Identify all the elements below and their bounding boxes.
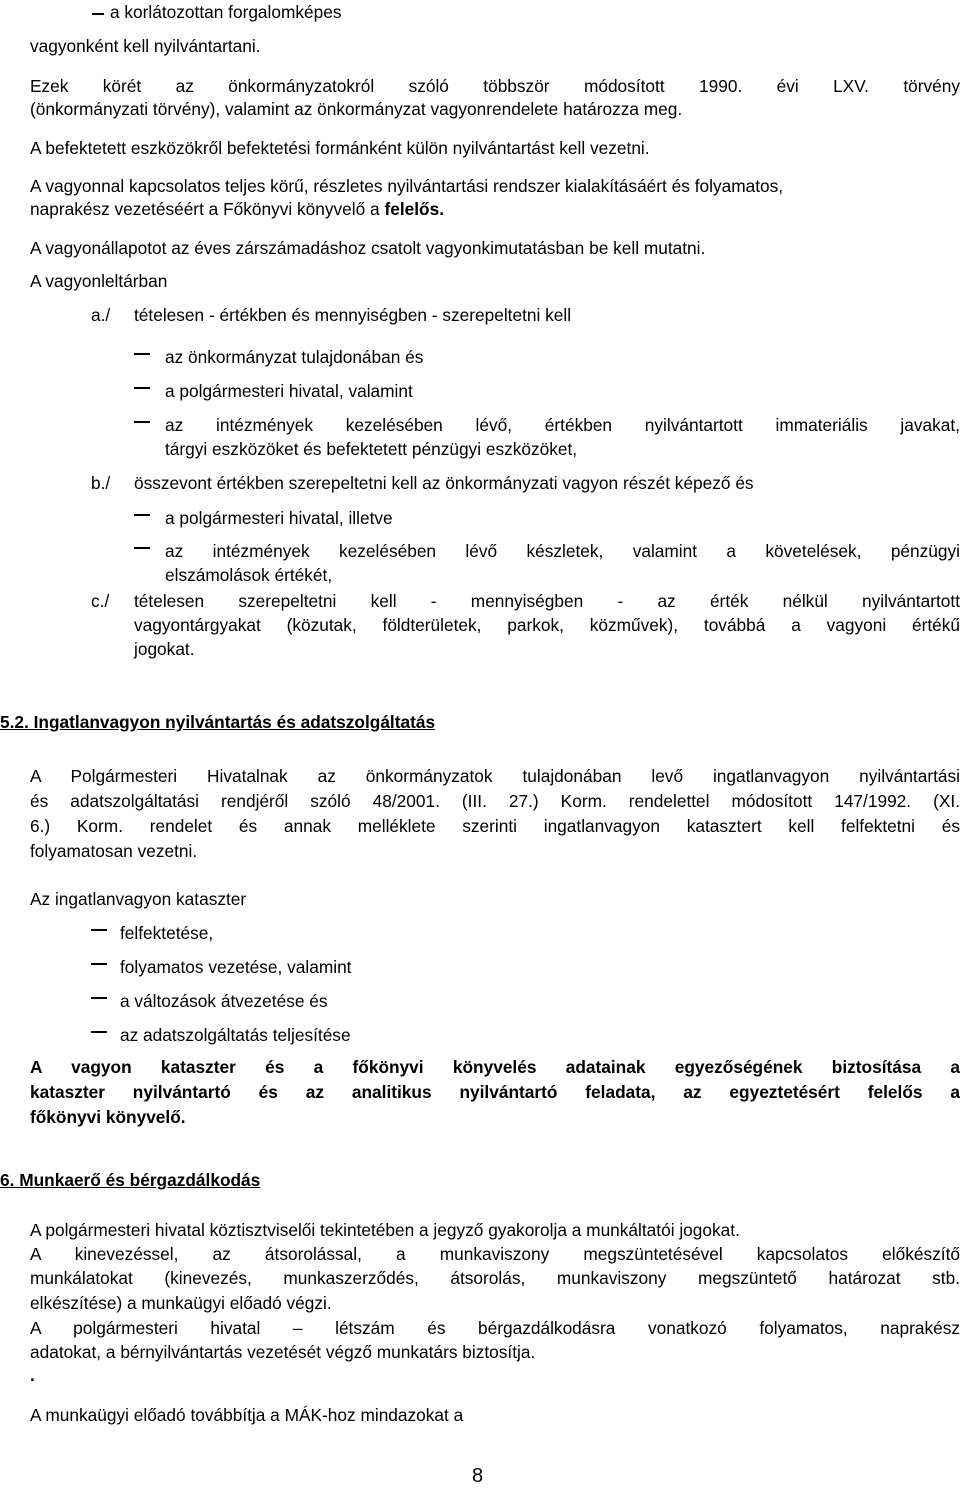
sub-item-line: tárgyi eszközöket és befektetett pénzügyi eszközöket,: [165, 439, 578, 459]
bold-paragraph-line: kataszter nyilvántartó és az analitikus nyilvántartó feladata, az egyeztetésért felelős a: [30, 1082, 960, 1102]
paragraph: A vagyonleltárban: [30, 271, 168, 291]
list-item-c-line: tételesen szerepeltetni kell - mennyiségben - az érték nélkül nyilvántartott: [134, 591, 960, 611]
list-item-b: összevont értékben szerepeltetni kell az önkormányzati vagyon részét képező és: [134, 473, 754, 493]
list-intro: Az ingatlanvagyon kataszter: [30, 889, 247, 909]
paragraph-line: [30, 198, 444, 220]
dot: .: [30, 1365, 35, 1385]
text-run: naprakész vezetéséért a Főkönyvi könyvelő a: [30, 199, 385, 219]
cadastre-item: a változások átvezetése és: [120, 991, 328, 1011]
paragraph-line: folyamatosan vezetni.: [30, 841, 198, 861]
sub-item-line: az intézmények kezelésében lévő készletek, valamint a követelések, pénzügyi: [165, 541, 960, 561]
list-label-a: a./: [91, 305, 111, 325]
dash-bullet: [134, 353, 150, 355]
cadastre-item: az adatszolgáltatás teljesítése: [120, 1025, 351, 1045]
cadastre-item: felfektetése,: [120, 923, 214, 943]
paragraph-line: A Polgármesteri Hivatalnak az önkormányzatok tulajdonában levő ingatlanvagyon nyilvántartási: [30, 766, 960, 786]
paragraph-line: A kinevezéssel, az átsorolással, a munkaviszony megszüntetésével kapcsolatos előkészítő: [30, 1244, 960, 1264]
paragraph: A befektetett eszközökről befektetési formánként külön nyilvántartást kell vezetni.: [30, 138, 650, 158]
dash-bullet: [91, 963, 107, 965]
bold-paragraph-line: A vagyon kataszter és a főkönyvi könyvelés adatainak egyezőségének biztosítása a: [30, 1057, 960, 1077]
dash-bullet: [91, 1031, 107, 1033]
section-heading: 5.2. Ingatlanvagyon nyilvántartás és adatszolgáltatás: [0, 712, 436, 732]
sub-item: az önkormányzat tulajdonában és: [165, 347, 424, 367]
dash-bullet: [134, 421, 150, 423]
dash-bullet: [134, 387, 150, 389]
paragraph-line: adatokat, a bérnyilvántartás vezetését végző munkatárs biztosítja.: [30, 1342, 536, 1362]
paragraph: A vagyonállapotot az éves zárszámadáshoz csatolt vagyonkimutatásban be kell mutatni.: [30, 238, 706, 258]
list-item-a: tételesen - értékben és mennyiségben - szerepeltetni kell: [134, 305, 572, 325]
dash-bullet: [134, 547, 150, 549]
sub-item: a polgármesteri hivatal, valamint: [165, 381, 413, 401]
paragraph-line: és adatszolgáltatási rendjéről szóló 48/2001. (III. 27.) Korm. rendelettel módosított 147/1992. (XI.: [30, 791, 960, 811]
sub-item-line: az intézmények kezelésében lévő, értékben nyilvántartott immateriális javakat,: [165, 415, 960, 435]
list-item-c-line: vagyontárgyakat (közutak, földterületek, parkok, közművek), továbbá a vagyoni értékű: [134, 615, 960, 635]
paragraph-line: (önkormányzati törvény), valamint az önkormányzat vagyonrendelete határozza meg.: [30, 99, 683, 119]
bold-text-run: felelős.: [384, 199, 445, 219]
list-item-c-line: jogokat.: [134, 639, 195, 659]
paragraph-line: Ezek körét az önkormányzatokról szóló többször módosított 1990. évi LXV. törvény: [30, 76, 960, 96]
list-label-b: b./: [91, 473, 111, 493]
dash-bullet: [91, 929, 107, 931]
paragraph: A polgármesteri hivatal köztisztviselői tekintetében a jegyző gyakorolja a munkáltatói jogokat.: [30, 1220, 740, 1240]
section-heading: 6. Munkaerő és bérgazdálkodás: [0, 1170, 261, 1190]
paragraph-line: elkészítése) a munkaügyi előadó végzi.: [30, 1293, 332, 1313]
text-line: vagyonként kell nyilvántartani.: [30, 36, 261, 56]
paragraph-line: A polgármesteri hivatal – létszám és bérgazdálkodásra vonatkozó folyamatos, naprakész: [30, 1318, 960, 1338]
paragraph-line: munkálatokat (kinevezés, munkaszerződés, átsorolás, munkaviszony megszüntető határozat stb.: [30, 1268, 960, 1288]
cadastre-item: folyamatos vezetése, valamint: [120, 957, 352, 977]
page-number: 8: [472, 1465, 484, 1487]
paragraph: A munkaügyi előadó továbbítja a MÁK-hoz mindazokat a: [30, 1405, 464, 1425]
paragraph-line: 6.) Korm. rendelet és annak melléklete szerinti ingatlanvagyon katasztert kell felfektetni és: [30, 816, 960, 836]
list-label-c: c./: [91, 591, 110, 611]
paragraph-line: A vagyonnal kapcsolatos teljes körű, részletes nyilvántartási rendszer kialakításáért és folyamatos,: [30, 176, 784, 196]
bold-paragraph-line: főkönyvi könyvelő.: [30, 1107, 186, 1127]
dash-bullet: [92, 13, 104, 15]
bullet-item: a korlátozottan forgalomképes: [110, 2, 342, 22]
sub-item: a polgármesteri hivatal, illetve: [165, 508, 393, 528]
dash-bullet: [91, 997, 107, 999]
dash-bullet: [134, 514, 150, 516]
sub-item-line: elszámolások értékét,: [165, 565, 333, 585]
